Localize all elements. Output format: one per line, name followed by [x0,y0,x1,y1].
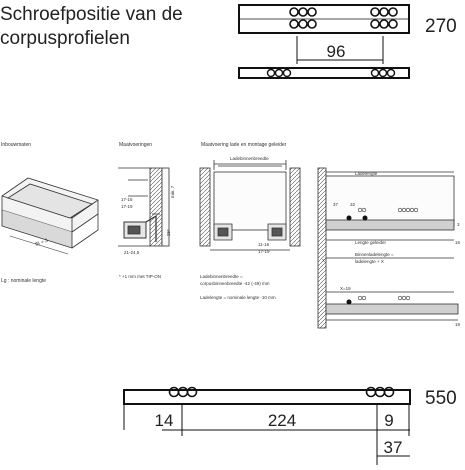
profile-550-dim-left: 14 [154,411,174,430]
screw-marker-2 [363,216,368,221]
dim-19: 19 [455,322,461,327]
drawing-sheet [1,142,461,328]
dim-37: 37 [333,202,339,207]
profile-270-hole-spacing-label: 96 [326,42,346,61]
profile-550-dim-right: 9 [384,411,394,430]
label-binnenladelengte: Binnenladelengte = [355,252,394,257]
dim-min7: min. 7 [170,185,175,198]
dim-21-24: 21-24,5 [124,250,140,255]
profile-270-right-screw-holes [371,8,397,28]
heading-lade-montage: Maatvoering lade en montage geleider [201,142,287,148]
profile-550-right-screw-holes [367,388,394,397]
drawer-width-section [200,160,300,250]
profile-550-dim-middle: 224 [267,411,297,430]
label-ladelengte-x: ladelengte + X [355,259,384,264]
heading-maatvoeringen: Maatvoeringen [119,142,153,148]
screw-marker-1 [347,216,352,221]
heading-inbouwmaten: Inbouwmaten [1,142,32,148]
dim-32: 32 [350,202,356,207]
note-ladelengte: Ladelengte = nominale lengte -10 mm [200,295,276,300]
profile-270-length-label: 270 [425,16,457,37]
label-ladelengte: Ladelengte [355,171,378,176]
dim-17-19: 17-19 [121,204,133,209]
profile-550-length-label: 550 [425,388,457,409]
dim-3: 3 [457,222,460,227]
dim-x: X [322,258,326,263]
dim-17-19-b: 17-19 [258,249,270,254]
label-ladebinnenbreedte-top: Ladebinnenbreedte [230,156,269,161]
dim-17-16: 17-16 [121,197,133,202]
title-line-2: corpusprofielen [0,28,130,49]
profile-270 [239,5,457,78]
note-tipon: * +1 mm met TIP-ON [119,274,162,279]
label-lengte-geleider: Lengte geleider [355,240,387,245]
title-line-1: Schroefpositie van de [0,4,183,25]
iso-dimension: lB + 3 [34,237,49,248]
profile-550-left-screw-holes [170,388,197,397]
dim-25: 25* [166,229,171,236]
dim-x19: X=19 [340,286,351,291]
dim-11-16: 11-16 [258,242,270,247]
profile-270-left-screw-holes [290,8,316,28]
profile-550 [124,388,457,466]
dim-16: 16 [455,240,461,245]
runner-side-view [318,168,458,328]
note-ladebinnenbreedte-1: Ladebinnenbreedte = [200,274,243,279]
isometric-drawer [2,178,98,254]
note-ladebinnenbreedte-2: corpusbinnenbreedte -42 (-49) mm [200,281,270,286]
screw-marker-3 [347,300,352,305]
profile-550-dim-below: 37 [383,438,403,457]
note-nominal-length: Lg : nominale lengte [1,278,47,284]
